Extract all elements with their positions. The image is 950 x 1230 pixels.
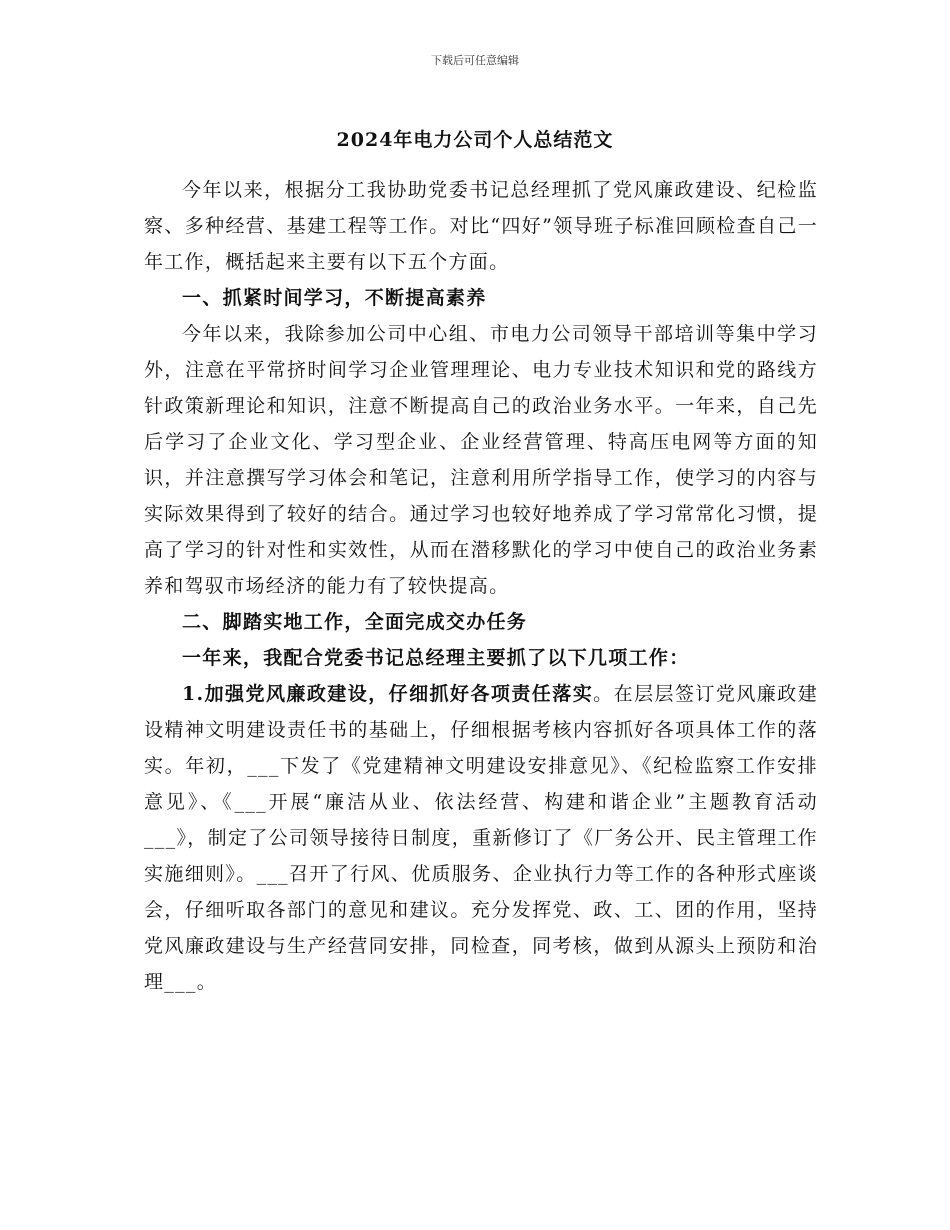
page-header: 下载后可任意编辑 [431, 54, 519, 67]
item-1-paragraph [144, 676, 818, 1000]
document-body [144, 172, 818, 1000]
section-2-subheading: 一年来，我配合党委书记总经理主要抓了以下几项工作： [182, 647, 690, 669]
item-1-lead: 1.加强党风廉政建设，仔细抓好各项责任落实 [182, 683, 594, 705]
section-1-paragraph: 今年以来，我除参加公司中心组、市电力公司领导干部培训等集中学习外，注意在平常挤时间学习企业管理理论、电力专业技术知识和党的路线方针政策新理论和知识，注意不断提高自己的政治业务水平。一年来，自己先后学习了企业文化、学习型企业、企业经营管理、特高压电网等方面的知识，并注意撰写学习体会和笔记，注意利用所学指导工作，使学习的内容与实际效果得到了较好的结合。通过学习也较好地养成了学习常常化习惯，提高了学习的针对性和实效性，从而在潜移默化的学习中使自己的政治业务素养和驾驭市场经济的能力有了较快提高。 [144, 323, 818, 597]
section-heading-1: 一、抓紧时间学习，不断提高素养 [182, 287, 487, 309]
item-1-text: 。在层层签订党风廉政建设精神文明建设责任书的基础上，仔细根据考核内容抓好各项具体工作的落实。年初，___下发了《党建精神文明建设安排意见》、《纪检监察工作安排意见》、《___开展“廉洁从业、依法经营、构建和谐企业”主题教育活动___》，制定了公司领导接待日制度，重新修订了《厂务公开、民主管理工作实施细则》。___召开了行风、优质服务、企业执行力等工作的各种形式座谈会，仔细听取各部门的意见和建议。充分发挥党、政、工、团的作用，坚持党风廉政建设与生产经营同安排，同检查，同考核，做到从源头上预防和治理___。 [144, 683, 818, 993]
intro-paragraph: 今年以来，根据分工我协助党委书记总经理抓了党风廉政建设、纪检监察、多种经营、基建工程等工作。对比“四好”领导班子标准回顾检查自己一年工作，概括起来主要有以下五个方面。 [144, 179, 818, 273]
document-title: 2024年电力公司个人总结范文 [336, 129, 614, 151]
section-heading-2: 二、脚踏实地工作，全面完成交办任务 [182, 611, 528, 633]
